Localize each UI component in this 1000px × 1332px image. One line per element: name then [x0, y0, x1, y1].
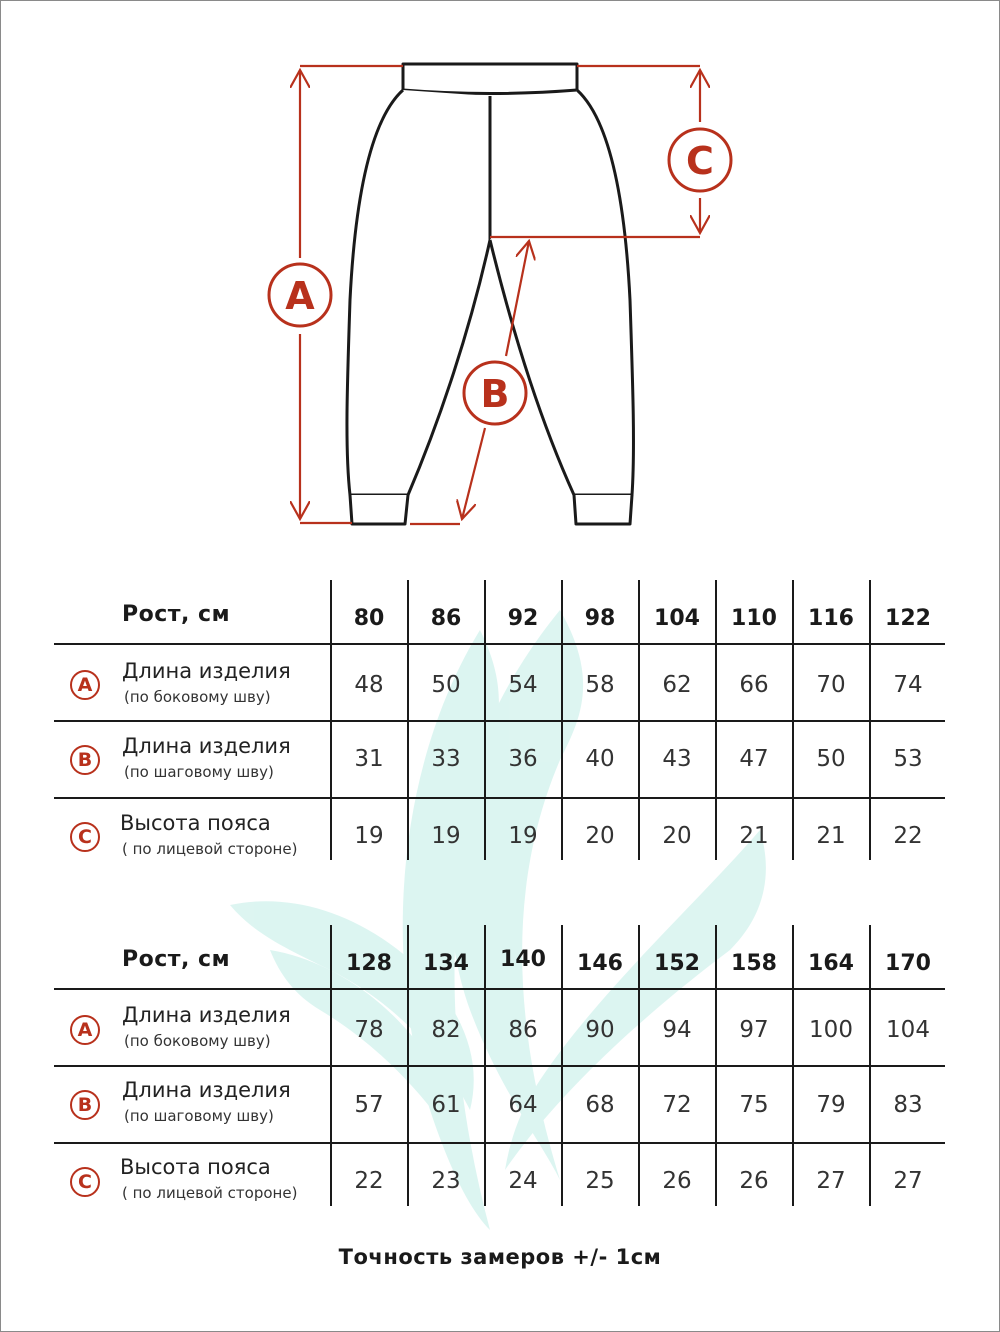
table-cell: 58	[585, 672, 615, 698]
table-cell: 27	[893, 1168, 923, 1194]
table-cell: 82	[431, 1017, 461, 1043]
size-col-header: 98	[584, 606, 616, 631]
table-cell: 21	[739, 823, 769, 849]
size-col-header: 122	[885, 606, 931, 631]
size-col-header: 152	[654, 951, 700, 976]
table-cell: 20	[662, 823, 692, 849]
table-cell: 50	[431, 672, 461, 698]
row-subtitle: (по шаговому шву)	[124, 1107, 274, 1125]
row-subtitle: (по боковому шву)	[124, 1032, 271, 1050]
table-cell: 19	[431, 823, 461, 849]
size-col-header: 92	[507, 606, 539, 631]
table-cell: 43	[662, 746, 692, 772]
badge-c-label: C	[686, 139, 714, 183]
table-cell: 78	[354, 1017, 384, 1043]
table-cell: 27	[816, 1168, 846, 1194]
table-cell: 97	[739, 1017, 769, 1043]
table-cell: 94	[662, 1017, 692, 1043]
row-badge-c: C	[70, 1167, 100, 1197]
table-cell: 72	[662, 1092, 692, 1118]
table-cell: 48	[354, 672, 384, 698]
table-cell: 83	[893, 1092, 923, 1118]
size-col-header: 80	[353, 606, 385, 631]
row-subtitle: (по шаговому шву)	[124, 763, 274, 781]
size-col-header: 110	[731, 606, 777, 631]
table-cell: 74	[893, 672, 923, 698]
table-cell: 31	[354, 746, 384, 772]
badge-a-label: A	[285, 274, 315, 318]
table-cell: 104	[886, 1017, 930, 1043]
table-cell: 75	[739, 1092, 769, 1118]
size-col-header: 86	[430, 606, 462, 631]
size-col-header: 164	[808, 951, 854, 976]
row-title: Высота пояса	[120, 1155, 271, 1179]
height-header-label: Рост, см	[122, 947, 231, 972]
table-cell: 24	[508, 1168, 538, 1194]
table-cell: 68	[585, 1092, 615, 1118]
table-cell: 23	[431, 1168, 461, 1194]
row-title: Длина изделия	[122, 1078, 291, 1102]
size-col-header: 140	[500, 947, 546, 972]
measurement-accuracy-note: Точность замеров +/- 1см	[338, 1245, 662, 1269]
table-cell: 100	[809, 1017, 853, 1043]
table-cell: 25	[585, 1168, 615, 1194]
row-title: Длина изделия	[122, 659, 291, 683]
size-col-header: 146	[577, 951, 623, 976]
table-cell: 57	[354, 1092, 384, 1118]
row-badge-a: A	[70, 670, 100, 700]
table-cell: 33	[431, 746, 461, 772]
table-cell: 26	[739, 1168, 769, 1194]
table-cell: 66	[739, 672, 769, 698]
table-cell: 70	[816, 672, 846, 698]
table-cell: 40	[585, 746, 615, 772]
row-title: Высота пояса	[120, 811, 271, 835]
table-cell: 62	[662, 672, 692, 698]
size-col-header: 116	[808, 606, 854, 631]
table-cell: 90	[585, 1017, 615, 1043]
row-subtitle: (по боковому шву)	[124, 688, 271, 706]
size-col-header: 134	[423, 951, 469, 976]
table-cell: 53	[893, 746, 923, 772]
row-badge-c: C	[70, 822, 100, 852]
table-cell: 22	[354, 1168, 384, 1194]
row-subtitle: ( по лицевой стороне)	[122, 1184, 298, 1202]
row-subtitle: ( по лицевой стороне)	[122, 840, 298, 858]
badge-b-label: B	[480, 372, 510, 416]
size-col-header: 170	[885, 951, 931, 976]
size-col-header: 128	[346, 951, 392, 976]
table-cell: 20	[585, 823, 615, 849]
row-badge-b: B	[70, 745, 100, 775]
table-cell: 61	[431, 1092, 461, 1118]
height-header-label: Рост, см	[122, 602, 231, 627]
table-cell: 79	[816, 1092, 846, 1118]
table-cell: 22	[893, 823, 923, 849]
table-cell: 47	[739, 746, 769, 772]
table-cell: 54	[508, 672, 538, 698]
table-cell: 64	[508, 1092, 538, 1118]
row-badge-b: B	[70, 1090, 100, 1120]
table-cell: 36	[508, 746, 538, 772]
row-title: Длина изделия	[122, 1003, 291, 1027]
table-cell: 26	[662, 1168, 692, 1194]
row-badge-a: A	[70, 1015, 100, 1045]
table-cell: 50	[816, 746, 846, 772]
table-cell: 19	[354, 823, 384, 849]
size-col-header: 158	[731, 951, 777, 976]
table-cell: 19	[508, 823, 538, 849]
row-title: Длина изделия	[122, 734, 291, 758]
table-cell: 21	[816, 823, 846, 849]
table-cell: 86	[508, 1017, 538, 1043]
size-col-header: 104	[654, 606, 700, 631]
